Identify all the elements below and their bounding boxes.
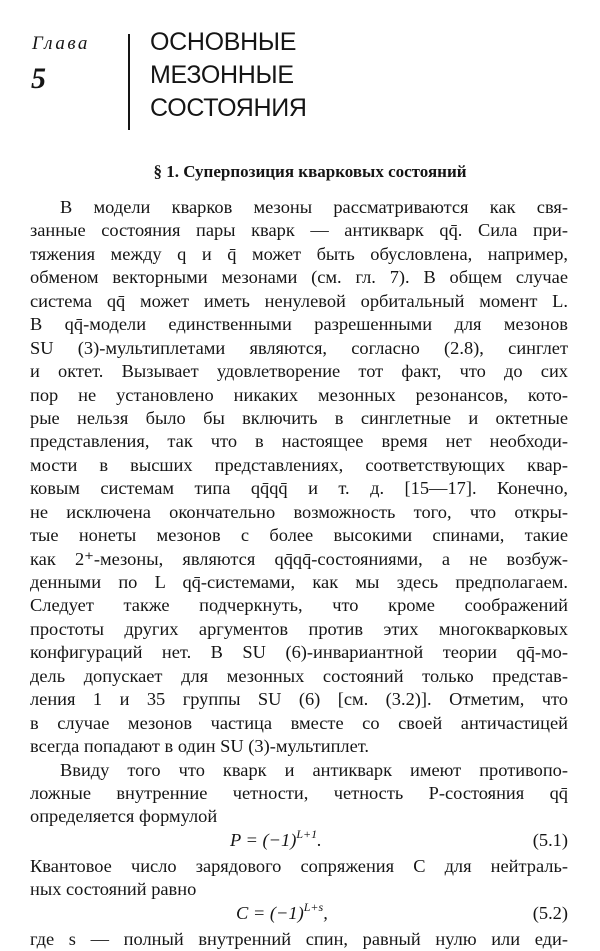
paragraph-1 (30, 196, 568, 759)
formula-5-2 (30, 899, 568, 928)
text-line: ных состояний равно (30, 879, 197, 900)
text-line: ложные внутренние четности, четность P-состояния qq̄ (30, 782, 568, 803)
text-line: ковым системам типа qq̄qq̄ и т. д. [15—17]. Конечно, (30, 478, 568, 499)
text-line: Квантовое число зарядового сопряжения C для нейтраль- (30, 855, 568, 876)
text-line: ления 1 и 35 группы SU (6) [см. (3.2)]. Отметим, что (30, 689, 568, 710)
text-line: определяется формулой (30, 806, 218, 827)
paragraph-4 (30, 928, 568, 951)
chapter-label: Глава (32, 33, 90, 54)
formula-5-1 (30, 826, 568, 855)
text-line: В qq̄-модели единственными разрешенными для мезонов (30, 314, 568, 335)
formula-expression: $C = (-1)^{L+s}$, (236, 899, 328, 923)
text-line: рые нельзя было бы включить в синглетные и октетные (30, 407, 568, 428)
text-line: занные состояния пары кварк — антикварк qq̄. Сила при- (30, 220, 568, 241)
formula-number: (5.2) (532, 902, 568, 923)
paragraph-3 (30, 855, 568, 902)
text-line: денными по L qq̄-системами, как мы здесь предполагаем. (30, 572, 568, 592)
text-line: всегда попадают в один SU (3)-мультиплет. (30, 736, 370, 757)
formula-expression: $P = (-1)^{L+1}$. (230, 826, 322, 850)
chapter-title-line: ОСНОВНЫЕ (150, 28, 297, 56)
paragraph-2 (30, 759, 568, 829)
chapter-divider (128, 34, 130, 130)
body-text (30, 196, 568, 951)
text-line: тые нонеты мезонов с более высокими спинами, такие (30, 525, 568, 546)
chapter-number: 5 (31, 62, 46, 95)
chapter-title-line: СОСТОЯНИЯ (150, 94, 307, 122)
formula-number: (5.1) (532, 829, 568, 850)
text-line: тяжения между q и q̄ может быть обусловлена, например, (30, 243, 568, 264)
text-line: в случае мезонов частица вместе со своей античастицей (30, 712, 568, 733)
text-line: дель допускает для мезонных состояний только представ- (30, 665, 568, 686)
text-line: и октет. Вызывает удовлетворение тот факт, что до сих (30, 361, 568, 382)
section-heading: § 1. Суперпозиция кварковых состояний (153, 162, 467, 181)
text-line: В модели кварков мезоны рассматриваются как свя- (60, 197, 568, 217)
text-line: конфигураций нет. В SU (6)-инвариантной теории qq̄-мо- (30, 642, 568, 663)
chapter-title (150, 26, 307, 125)
text-line: представления, так что в настоящее время нет необходи- (30, 431, 568, 452)
chapter-title-line: МЕЗОННЫЕ (150, 61, 294, 89)
text-line: где s — полный внутренний спин, равный нулю или еди- (30, 928, 568, 949)
text-line: как 2⁺-мезоны, являются qq̄qq̄-состояниями, а не возбуж- (30, 548, 568, 569)
text-line: Ввиду того что кварк и антикварк имеют противопо- (60, 759, 568, 780)
text-line: Следует также подчеркнуть, что кроме соображений (30, 595, 568, 616)
text-line: простоты других аргументов против этих многокварковых (30, 618, 568, 639)
text-line: SU (3)-мультиплетами являются, согласно (2.8), синглет (30, 337, 568, 358)
text-line: пор не установлено никаких мезонных резонансов, кото- (30, 384, 568, 405)
text-line: не исключена окончательно возможность того, что откры- (30, 501, 568, 522)
text-line: обменом векторными мезонами (см. гл. 7). В общем случае (30, 267, 568, 288)
text-line: мости в высших представлениях, соответствующих квар- (30, 454, 568, 475)
text-line: система qq̄ может иметь ненулевой орбитальный момент L. (30, 290, 568, 311)
